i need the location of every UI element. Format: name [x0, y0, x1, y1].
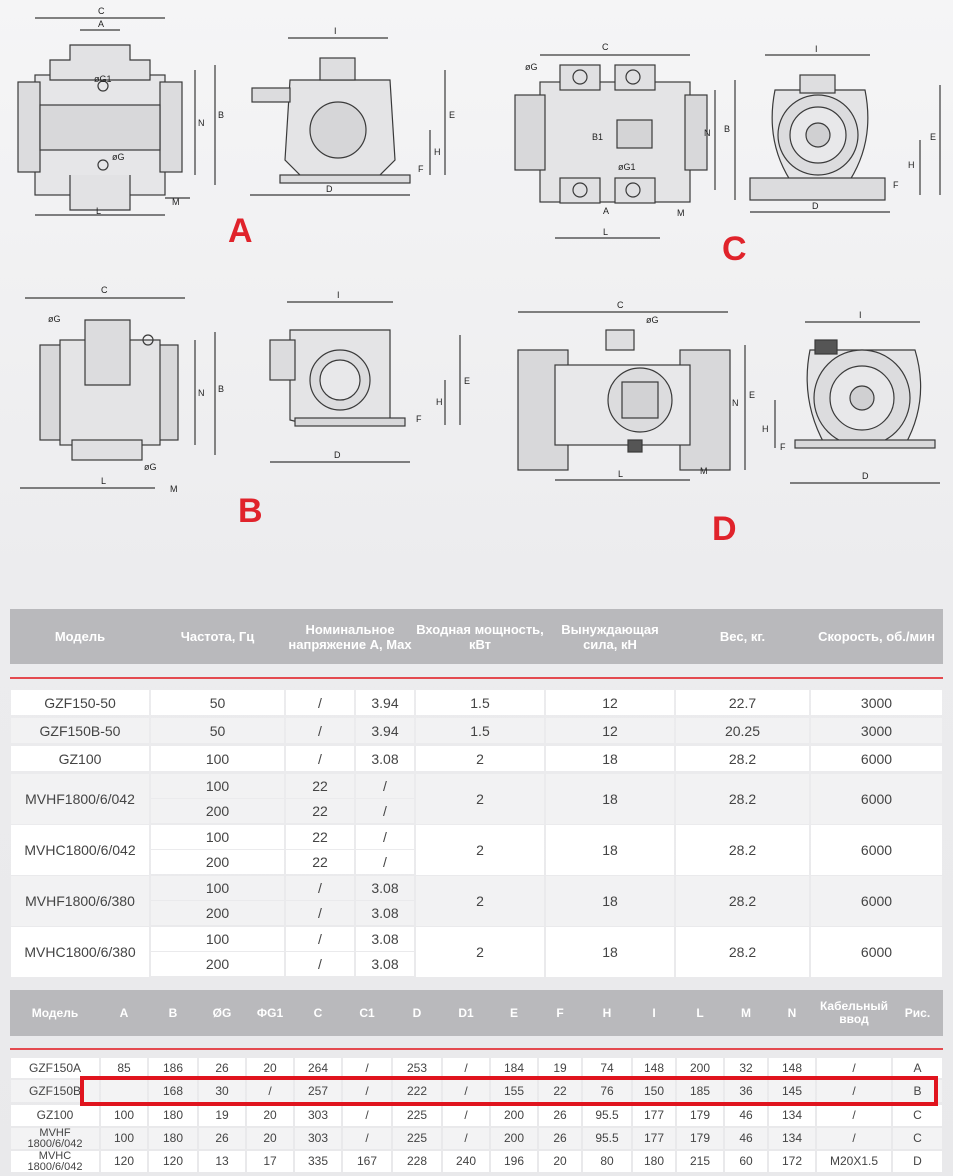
- dim-label: A: [603, 206, 610, 216]
- cell-e: 200: [491, 1128, 537, 1149]
- cell-speed: 3000: [811, 718, 942, 743]
- dim-label: øG: [646, 315, 659, 325]
- cell-frequency: 50: [151, 690, 284, 715]
- header-weight: Вес, кг.: [719, 629, 766, 644]
- cell-force: 12: [546, 690, 674, 715]
- cell-figure: C: [893, 1105, 942, 1126]
- header-cable-entry: Кабельный ввод: [819, 999, 889, 1026]
- cell-model: GZ100: [11, 1105, 99, 1126]
- cell-c1: /: [343, 1128, 391, 1149]
- dim-label: M: [677, 208, 685, 218]
- figure-letter-c: C: [722, 230, 747, 268]
- cell-n: 134: [769, 1128, 815, 1149]
- cell-figure: A: [893, 1058, 942, 1078]
- cell-frequency: 100: [151, 876, 284, 900]
- dim-label: I: [337, 290, 340, 300]
- cell-g1: 20: [247, 1058, 293, 1078]
- dim-label: L: [618, 469, 624, 479]
- cell-f: 26: [539, 1105, 581, 1126]
- cell-e: 155: [491, 1080, 537, 1102]
- dim-label: I: [859, 310, 862, 320]
- header-l: L: [696, 1005, 704, 1020]
- cell-f: 19: [539, 1058, 581, 1078]
- cell-m: 36: [725, 1080, 767, 1102]
- dim-label: H: [434, 147, 441, 157]
- header-speed: Скорость, об./мин: [818, 629, 935, 644]
- cell-d1: 240: [443, 1151, 489, 1172]
- cell-model: MVHC 1800/6/042: [11, 1151, 99, 1172]
- cell-voltage-b: /: [356, 850, 414, 874]
- cell-d1: /: [443, 1058, 489, 1078]
- cell-h: 76: [583, 1080, 631, 1102]
- cell-d1: /: [443, 1080, 489, 1102]
- figure-a-side-view: [250, 38, 445, 195]
- cell-g: 26: [199, 1058, 245, 1078]
- dimensions-row: [10, 1105, 943, 1127]
- dim-label: L: [96, 206, 102, 216]
- cell-a: [101, 1080, 147, 1102]
- cell-g: 19: [199, 1105, 245, 1126]
- cell-frequency: 100: [151, 825, 284, 849]
- cell-speed: 6000: [811, 746, 942, 771]
- cell-force: 18: [546, 876, 674, 926]
- cell-f: 26: [539, 1128, 581, 1149]
- cell-a: 85: [101, 1058, 147, 1078]
- cell-weight: 22.7: [676, 690, 809, 715]
- cell-frequency: 200: [151, 901, 284, 925]
- cell-c1: /: [343, 1080, 391, 1102]
- cell-m: 46: [725, 1105, 767, 1126]
- cell-speed: 3000: [811, 690, 942, 715]
- cell-d1: /: [443, 1105, 489, 1126]
- cell-d: 253: [393, 1058, 441, 1078]
- header-frequency: Частота, Гц: [180, 629, 255, 644]
- dim-label: H: [908, 160, 915, 170]
- cell-model: GZF150A: [11, 1058, 99, 1078]
- dim-label: B: [218, 384, 225, 394]
- cell-figure: B: [893, 1080, 942, 1102]
- dim-label: øG: [525, 62, 538, 72]
- cell-l: 215: [677, 1151, 723, 1172]
- cell-i: 150: [633, 1080, 675, 1102]
- cell-power: 2: [416, 825, 544, 875]
- dimensions-row: [10, 1080, 943, 1103]
- header-e: E: [509, 1005, 518, 1020]
- cell-c: 335: [295, 1151, 341, 1172]
- cell-cable-entry: /: [817, 1058, 891, 1078]
- cell-voltage-a: 22: [286, 774, 354, 798]
- figure-d-side-view: [775, 322, 940, 483]
- dim-label: øG1: [94, 74, 112, 84]
- cell-model: GZF150B-50: [11, 718, 149, 743]
- figure-a-front-view: [18, 18, 215, 215]
- dim-label: L: [603, 227, 609, 237]
- cell-g: 26: [199, 1128, 245, 1149]
- dim-label: øG1: [618, 162, 636, 172]
- drawings-svg: [0, 0, 953, 560]
- header-n: N: [787, 1005, 797, 1020]
- header-power: Входная мощность, кВт: [416, 621, 544, 652]
- dim-label: N: [198, 118, 205, 128]
- header-h: H: [602, 1005, 612, 1020]
- header-figure: Рис.: [904, 1005, 931, 1020]
- dim-label: D: [326, 184, 333, 194]
- cell-c: 303: [295, 1105, 341, 1126]
- cell-force: 18: [546, 746, 674, 771]
- figure-letter-b: B: [238, 492, 263, 530]
- header-a: A: [119, 1005, 129, 1020]
- dim-label: E: [930, 132, 937, 142]
- cell-voltage-b: 3.94: [356, 690, 414, 715]
- cell-frequency: 50: [151, 718, 284, 743]
- cell-power: 2: [416, 774, 544, 824]
- cell-g1: 20: [247, 1105, 293, 1126]
- header-c: C: [313, 1005, 323, 1020]
- cell-n: 145: [769, 1080, 815, 1102]
- cell-g1: /: [247, 1080, 293, 1102]
- header-m: M: [741, 1005, 751, 1020]
- header-f: F: [556, 1005, 564, 1020]
- cell-voltage-b: /: [356, 825, 414, 849]
- cell-b: 180: [149, 1128, 197, 1149]
- cell-voltage-b: /: [356, 799, 414, 823]
- cell-power: 1.5: [416, 690, 544, 715]
- cell-g1: 17: [247, 1151, 293, 1172]
- cell-frequency: 200: [151, 850, 284, 874]
- cell-model: GZ100: [11, 746, 149, 771]
- figure-b-side-view: [270, 302, 460, 462]
- cell-voltage-a: 22: [286, 799, 354, 823]
- header-model: Модель: [54, 629, 106, 644]
- cell-voltage-a: /: [286, 718, 354, 743]
- header-g1: ФG1: [256, 1005, 284, 1020]
- cell-c: 303: [295, 1128, 341, 1149]
- cell-cable-entry: M20X1.5: [817, 1151, 891, 1172]
- cell-model: GZF150B: [11, 1080, 99, 1102]
- cell-power: 1.5: [416, 718, 544, 743]
- dim-label: E: [464, 376, 471, 386]
- cell-f: 20: [539, 1151, 581, 1172]
- cell-cable-entry: /: [817, 1128, 891, 1149]
- technical-drawings: [0, 0, 953, 560]
- cell-power: 2: [416, 876, 544, 926]
- cell-b: 186: [149, 1058, 197, 1078]
- cell-d: 225: [393, 1128, 441, 1149]
- cell-d: 222: [393, 1080, 441, 1102]
- cell-power: 2: [416, 746, 544, 771]
- cell-model: MVHF1800/6/042: [11, 774, 149, 824]
- dimensions-table-header: [10, 990, 943, 1036]
- cell-voltage-a: /: [286, 746, 354, 771]
- cell-c1: 167: [343, 1151, 391, 1172]
- dim-label: L: [101, 476, 107, 486]
- header-c1: C1: [359, 1005, 375, 1020]
- dim-label: øG: [112, 152, 125, 162]
- cell-model: MVHC1800/6/042: [11, 825, 149, 875]
- header-d: D: [412, 1005, 422, 1020]
- cell-n: 148: [769, 1058, 815, 1078]
- cell-c: 257: [295, 1080, 341, 1102]
- cell-speed: 6000: [811, 876, 942, 926]
- cell-voltage-a: /: [286, 690, 354, 715]
- header-b: B: [168, 1005, 178, 1020]
- dim-label: A: [98, 19, 105, 29]
- dim-label: F: [780, 442, 786, 452]
- dim-label: B: [724, 124, 731, 134]
- cell-frequency: 200: [151, 799, 284, 823]
- dim-label: I: [815, 44, 818, 54]
- dim-label: F: [893, 180, 899, 190]
- cell-i: 177: [633, 1105, 675, 1126]
- cell-voltage-b: 3.08: [356, 952, 414, 976]
- cell-m: 32: [725, 1058, 767, 1078]
- cell-weight: 28.2: [676, 927, 809, 977]
- dim-label: F: [418, 164, 424, 174]
- cell-e: 184: [491, 1058, 537, 1078]
- cell-d1: /: [443, 1128, 489, 1149]
- dim-label: H: [436, 397, 443, 407]
- dim-label: H: [762, 424, 769, 434]
- header-i: I: [652, 1005, 656, 1020]
- cell-voltage-a: /: [286, 952, 354, 976]
- dimensions-row: [10, 1058, 943, 1079]
- cell-d: 225: [393, 1105, 441, 1126]
- dim-label: E: [449, 110, 456, 120]
- cell-h: 95.5: [583, 1128, 631, 1149]
- cell-figure: C: [893, 1128, 942, 1149]
- cell-g: 13: [199, 1151, 245, 1172]
- cell-a: 120: [101, 1151, 147, 1172]
- dim-label: N: [198, 388, 205, 398]
- dim-label: D: [334, 450, 341, 460]
- dim-label: B1: [592, 132, 604, 142]
- cell-c1: /: [343, 1058, 391, 1078]
- cell-c: 264: [295, 1058, 341, 1078]
- cell-voltage-a: /: [286, 876, 354, 900]
- dimensions-row: [10, 1128, 943, 1150]
- cell-m: 46: [725, 1128, 767, 1149]
- cell-voltage-b: 3.08: [356, 746, 414, 771]
- dim-label: D: [812, 201, 819, 211]
- cell-weight: 20.25: [676, 718, 809, 743]
- specs-table-header: [10, 609, 943, 664]
- cell-b: 168: [149, 1080, 197, 1102]
- dim-label: I: [334, 26, 337, 36]
- cell-weight: 28.2: [676, 774, 809, 824]
- cell-b: 120: [149, 1151, 197, 1172]
- dim-label: B: [218, 110, 225, 120]
- cell-b: 180: [149, 1105, 197, 1126]
- header-voltage: Номинальное напряжение А, Max: [288, 621, 412, 652]
- dimensions-header-divider: [10, 1048, 943, 1050]
- figure-c-side-view: [750, 55, 940, 212]
- cell-voltage-a: /: [286, 901, 354, 925]
- dim-label: C: [617, 300, 624, 310]
- dim-label: C: [602, 42, 609, 52]
- cell-f: 22: [539, 1080, 581, 1102]
- cell-force: 12: [546, 718, 674, 743]
- dim-label: C: [101, 285, 108, 295]
- cell-e: 200: [491, 1105, 537, 1126]
- dimensions-row: [10, 1151, 943, 1173]
- cell-speed: 6000: [811, 825, 942, 875]
- figure-b-front-view: [20, 298, 215, 488]
- dim-label: øG: [48, 314, 61, 324]
- cell-frequency: 100: [151, 746, 284, 771]
- header-d1: D1: [458, 1005, 474, 1020]
- cell-g: 30: [199, 1080, 245, 1102]
- header-model: Модель: [31, 1005, 79, 1020]
- cell-h: 95.5: [583, 1105, 631, 1126]
- cell-g1: 20: [247, 1128, 293, 1149]
- cell-a: 100: [101, 1105, 147, 1126]
- cell-i: 177: [633, 1128, 675, 1149]
- cell-model: MVHF1800/6/380: [11, 876, 149, 926]
- dim-label: M: [170, 484, 178, 494]
- figure-letter-d: D: [712, 510, 737, 548]
- cell-voltage-b: 3.08: [356, 927, 414, 951]
- cell-voltage-a: 22: [286, 850, 354, 874]
- cell-voltage-a: 22: [286, 825, 354, 849]
- cell-frequency: 100: [151, 927, 284, 951]
- cell-force: 18: [546, 825, 674, 875]
- cell-a: 100: [101, 1128, 147, 1149]
- cell-d: 228: [393, 1151, 441, 1172]
- cell-force: 18: [546, 774, 674, 824]
- cell-l: 185: [677, 1080, 723, 1102]
- cell-cable-entry: /: [817, 1105, 891, 1126]
- dim-label: E: [749, 390, 756, 400]
- header-force: Вынуждающая сила, кН: [561, 621, 659, 652]
- cell-m: 60: [725, 1151, 767, 1172]
- cell-power: 2: [416, 927, 544, 977]
- figure-d-front-view: [518, 312, 745, 480]
- dim-label: M: [172, 197, 180, 207]
- cell-h: 80: [583, 1151, 631, 1172]
- dim-label: D: [862, 471, 869, 481]
- figure-c-front-view: [515, 55, 735, 238]
- cell-weight: 28.2: [676, 876, 809, 926]
- cell-n: 172: [769, 1151, 815, 1172]
- dim-label: N: [704, 128, 711, 138]
- cell-h: 74: [583, 1058, 631, 1078]
- cell-l: 200: [677, 1058, 723, 1078]
- dim-label: N: [732, 398, 739, 408]
- cell-figure: D: [893, 1151, 942, 1172]
- cell-voltage-b: 3.94: [356, 718, 414, 743]
- cell-model: MVHC1800/6/380: [11, 927, 149, 977]
- cell-model: MVHF 1800/6/042: [11, 1128, 99, 1149]
- figure-letter-a: A: [228, 212, 253, 250]
- cell-weight: 28.2: [676, 825, 809, 875]
- header-g: ØG: [212, 1005, 232, 1020]
- cell-i: 180: [633, 1151, 675, 1172]
- cell-frequency: 200: [151, 952, 284, 976]
- dim-label: øG: [144, 462, 157, 472]
- dim-label: F: [416, 414, 422, 424]
- cell-frequency: 100: [151, 774, 284, 798]
- cell-l: 179: [677, 1128, 723, 1149]
- dim-label: M: [700, 466, 708, 476]
- cell-voltage-b: 3.08: [356, 876, 414, 900]
- cell-i: 148: [633, 1058, 675, 1078]
- cell-speed: 6000: [811, 927, 942, 977]
- cell-e: 196: [491, 1151, 537, 1172]
- dim-label: C: [98, 6, 105, 16]
- cell-speed: 6000: [811, 774, 942, 824]
- cell-weight: 28.2: [676, 746, 809, 771]
- cell-force: 18: [546, 927, 674, 977]
- cell-cable-entry: /: [817, 1080, 891, 1102]
- header-divider: [10, 677, 943, 679]
- cell-c1: /: [343, 1105, 391, 1126]
- cell-model: GZF150-50: [11, 690, 149, 715]
- cell-voltage-b: 3.08: [356, 901, 414, 925]
- cell-voltage-b: /: [356, 774, 414, 798]
- cell-n: 134: [769, 1105, 815, 1126]
- cell-voltage-a: /: [286, 927, 354, 951]
- cell-l: 179: [677, 1105, 723, 1126]
